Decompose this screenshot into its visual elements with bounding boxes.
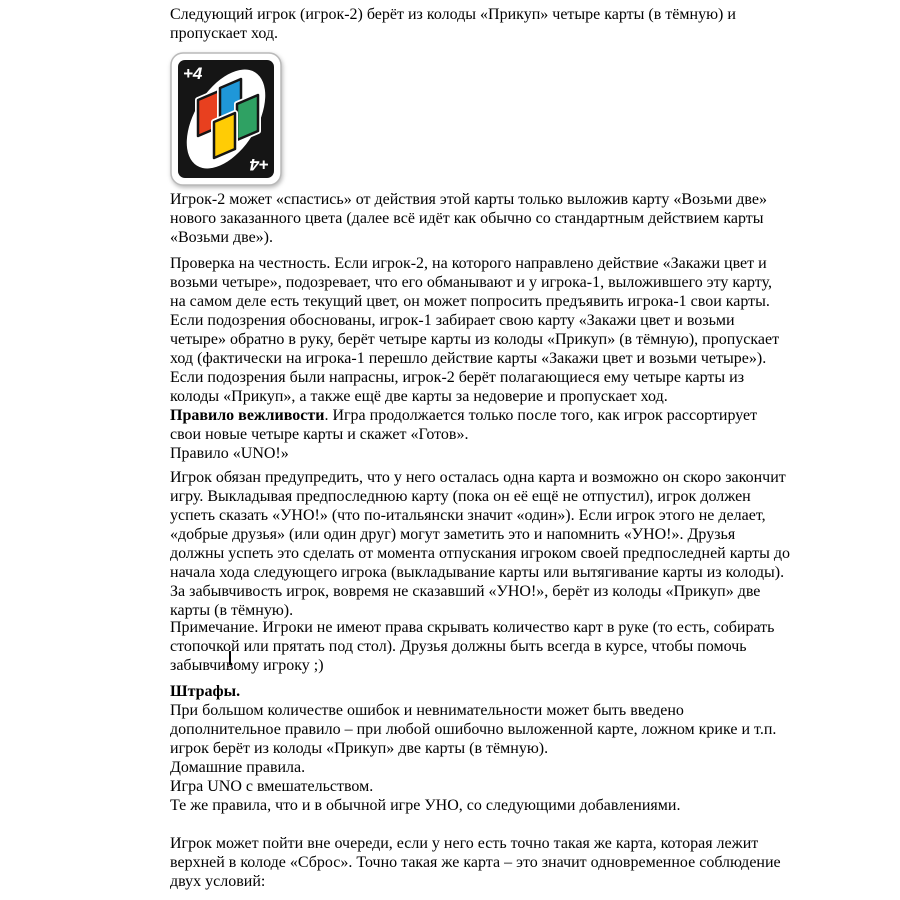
text-run: возьми четыре», подозревает, что его обманывают и у игрока-1, выложившего эту карту,	[170, 274, 772, 291]
paragraph-5	[170, 468, 790, 620]
text-run: должны успеть это сделать от момента отпускания игроком своей предпоследней карты до	[170, 545, 791, 562]
text-run: игру. Выкладывая предпоследнюю карту (пока он её ещё не отпустил), игрок должен	[170, 488, 751, 505]
text-run: карты (в тёмную).	[170, 602, 294, 619]
paragraph-8	[170, 796, 680, 815]
text-run: ход (фактически на игрока-1 перешло действие карты «Закажи цвет и возьми четыре»).	[170, 350, 767, 367]
uno-plus4-card-icon	[170, 52, 282, 186]
paragraph-7	[170, 682, 776, 796]
text-run: . Игра продолжается только после того, как игрок рассортирует	[324, 407, 758, 424]
text-run: Следующий игрок (игрок-2) берёт из колоды «Прикуп» четыре карты (в тёмную) и	[170, 6, 736, 23]
card-corner-label-bottom: +4	[249, 155, 269, 174]
text-run: на самом деле есть текущий цвет, он может попросить предъявить игрока-1 свои карты.	[170, 293, 770, 310]
text-run: четыре» обратно в руку, берёт четыре карты из колоды «Прикуп» (в тёмную), пропускает	[170, 331, 780, 348]
paragraph-9	[170, 834, 781, 891]
paragraph-3	[170, 254, 779, 406]
text-run: Правило «UNO!»	[170, 445, 289, 462]
paragraph-6	[170, 618, 774, 675]
paragraph-1	[170, 5, 736, 43]
text-run: Домашние правила.	[170, 759, 306, 776]
text-run: Игрок может пойти вне очереди, если у него есть точно такая же карта, которая лежит	[170, 835, 759, 852]
text-run: свои новые четыре карты и скажет «Готов».	[170, 426, 469, 443]
text-run: Те же правила, что и в обычной игре УНО, со следующими добавлениями.	[170, 797, 681, 814]
text-run: колоды «Прикуп», а также ещё две карты за недоверие и пропускает ход.	[170, 388, 668, 405]
text-run: успеть сказать «УНО!» (что по-итальянски значит «один»). Если игрок этого не делает,	[170, 507, 766, 524]
text-run: стопочкой или прятать под стол). Друзья должны быть всегда в курсе, чтобы помочь	[170, 638, 747, 655]
text-run: пропускает ход.	[170, 25, 279, 42]
text-run: Если подозрения были напрасны, игрок-2 берёт полагающиеся ему четыре карты из	[170, 369, 745, 386]
text-run: нового заказанного цвета (далее всё идёт как обычно со стандартным действием карты	[170, 210, 764, 227]
uno-plus4-card-image	[170, 52, 282, 186]
text-run: забывчивому игроку ;)	[170, 657, 324, 674]
text-run: «добрые друзья» (или один друг) могут заметить это и напомнить «УНО!». Друзья	[170, 526, 736, 543]
text-run: верхней в колоде «Сброс». Точно такая же карта – это значит одновременное соблюдение	[170, 854, 781, 871]
text-run: Игрок-2 может «спастись» от действия этой карты только выложив карту «Возьми две»	[170, 191, 767, 208]
text-run: Проверка на честность. Если игрок-2, на которого направлено действие «Закажи цвет и	[170, 255, 767, 272]
mini-card-green	[237, 95, 258, 140]
text-run: Игрок обязан предупредить, что у него осталась одна карта и возможно он скоро закончит	[170, 469, 786, 486]
mini-card-yellow	[214, 113, 235, 158]
text-run: Если подозрения обоснованы, игрок-1 забирает свою карту «Закажи цвет и возьми	[170, 312, 735, 329]
bold-text-run: Правило вежливости	[170, 407, 325, 424]
bold-text-run: Штрафы.	[170, 683, 241, 700]
paragraph-4	[170, 406, 757, 463]
text-run: Игра UNO с вмешательством.	[170, 778, 374, 795]
text-run: Примечание. Игроки не имеют права скрывать количество карт в руке (то есть, собирать	[170, 619, 775, 636]
text-run: начала хода следующего игрока (выкладывание карты или вытягивание карты из колоды).	[170, 564, 785, 581]
text-run: При большом количестве ошибок и невнимательности может быть введено	[170, 702, 684, 719]
text-run: «Возьми две»).	[170, 229, 274, 246]
text-run: За забывчивость игрок, вовремя не сказавший «УНО!», берёт из колоды «Прикуп» две	[170, 583, 761, 600]
paragraph-2	[170, 190, 767, 247]
card-corner-label-top: +4	[183, 64, 203, 83]
text-run: игрок берёт из колоды «Прикуп» две карты (в тёмную).	[170, 740, 549, 757]
text-run: дополнительное правило – при любой ошибочно выложенной карте, ложном крике и т.п.	[170, 721, 777, 738]
text-run: двух условий:	[170, 873, 266, 890]
